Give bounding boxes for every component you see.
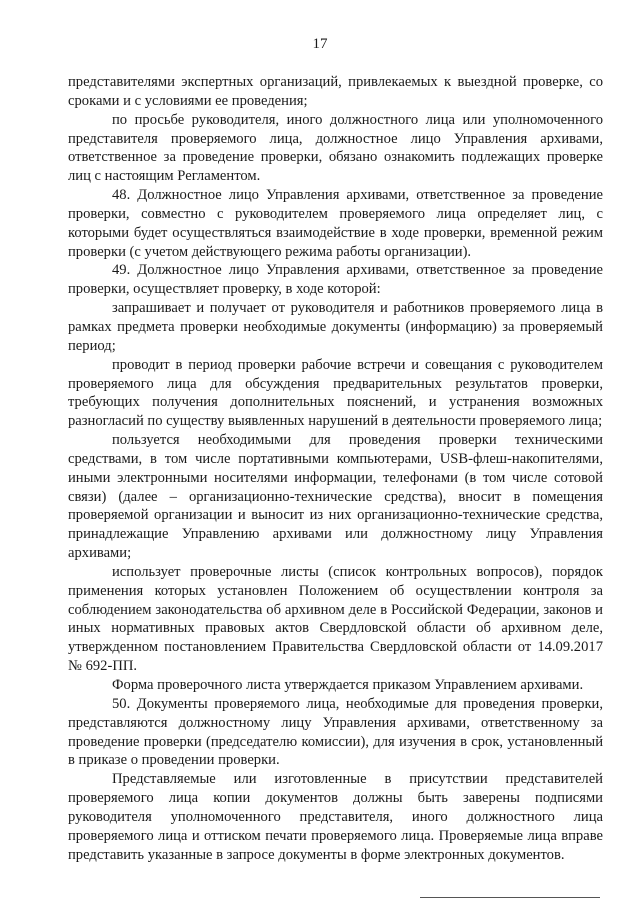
paragraph-document-copies: Представляемые или изготовленные в присутствии представителей проверяемого лица копии документов должны быть заверены подписями руководителя уполномоченного представителя, иного должностного лица проверяемого лица и оттиском печати проверяемого лица. Проверяемые лица вправе представить указанные в запросе документы в форме электронных документов.	[68, 771, 603, 863]
paragraph-clause-49: 49. Должностное лицо Управления архивами, ответственное за проведение проверки, осуществляет проверку, в ходе которой:	[68, 262, 603, 298]
paragraph-uses-checklists: использует проверочные листы (список контрольных вопросов), порядок применения которых установлен Положением об осуществлении контроля за соблюдением законодательства об архивном деле в Российской Федерации, законов и иных нормативных правовых актов Свердловской области об архивном деле, утвержденном постановлением Правительства Свердловской области от 14.09.2017 № 692-ПП.	[68, 563, 603, 675]
paragraph-continuation: представителями экспертных организаций, привлекаемых к выездной проверке, со сроками и с условиями ее проведения;	[68, 74, 603, 109]
paragraph-holds-meetings: проводит в период проверки рабочие встречи и совещания с руководителем проверяемого лица для обсуждения предварительных результатов проверки, требующих получения дополнительных пояснений, и устранения возможных разногласий по существу выявленных нарушений в деятельности проверяемого лица;	[68, 356, 603, 430]
paragraph-familiarize-reglament: по просьбе руководителя, иного должностного лица или уполномоченного представителя проверяемого лица, должностное лицо Управления архивами, ответственное за проведение проверки, обязано ознакомить подлежащих проверке лиц с настоящим Регламентом.	[68, 111, 603, 185]
paragraph-clause-50: 50. Документы проверяемого лица, необходимые для проведения проверки, представляются должностному лицу Управления архивами, ответственному за проведение проверки (председателю комиссии), для изучения в срок, установленный в приказе о проведении проверки.	[68, 695, 603, 769]
paragraph-clause-48: 48. Должностное лицо Управления архивами, ответственное за проведение проверки, совместно с руководителем проверяемого лица определяет лиц, с которыми будет осуществляться взаимодействие в ходе проверки, временной режим проверки (с учетом действующего режима работы организации).	[68, 187, 603, 260]
document-body	[68, 73, 603, 864]
paragraph-checklist-form: Форма проверочного листа утверждается приказом Управлением архивами.	[112, 677, 584, 693]
page-number: 17	[312, 36, 328, 52]
footer-rule	[420, 897, 600, 898]
paragraph-requests-documents: запрашивает и получает от руководителя и работников проверяемого лица в рамках предмета проверки необходимые документы (информацию) за проверяемый период;	[68, 300, 603, 354]
paragraph-uses-technical-means: пользуется необходимыми для проведения проверки техническими средствами, в том числе портативными компьютерами, USB-флеш-накопителями, иными электронными носителями информации, телефонами (в том числе сотовой связи) (далее – организационно-технические средства), вносит в помещения проверяемой организации и выносит из них организационно-технические средства, принадлежащие Управлению архивами или должностному лицу Управления архивами;	[68, 432, 603, 562]
